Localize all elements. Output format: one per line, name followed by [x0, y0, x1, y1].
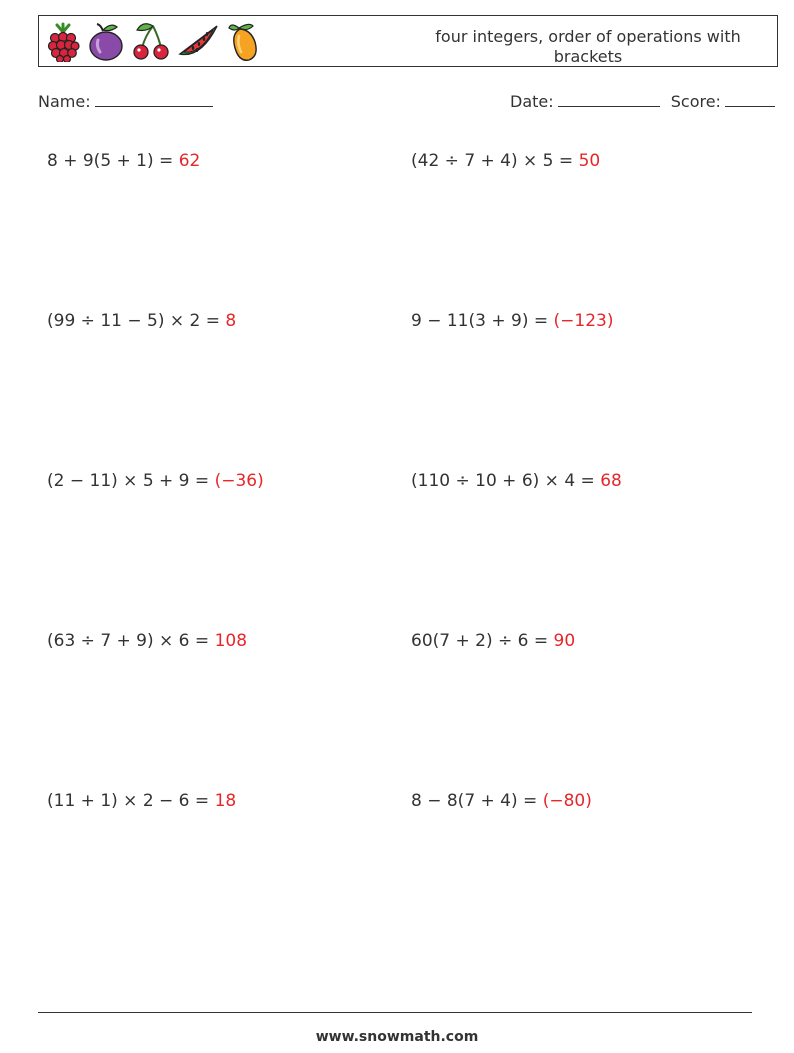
problem-answer: (−36) [214, 471, 264, 491]
problem-2 [411, 151, 600, 171]
footer-url[interactable]: www.snowmath.com [315, 1029, 479, 1045]
footer-divider [38, 1012, 752, 1013]
problem-expression: 60(7 + 2) ÷ 6 = [411, 631, 554, 651]
mango-icon [227, 20, 261, 64]
problem-answer: 90 [553, 631, 576, 651]
problem-expression: 9 − 11(3 + 9) = [411, 311, 554, 331]
problem-expression: 8 − 8(7 + 4) = [411, 791, 543, 811]
worksheet-title: four integers, order of operations with brackets [435, 27, 741, 66]
date-label: Date: [510, 92, 554, 111]
fruit-icons [45, 20, 261, 64]
problem-answer: 18 [214, 791, 237, 811]
problem-expression: (11 + 1) × 2 − 6 = [47, 791, 215, 811]
score-blank[interactable] [725, 92, 775, 107]
problem-8 [411, 631, 575, 651]
date-blank[interactable] [558, 92, 660, 107]
problem-3 [47, 311, 236, 331]
cherries-icon [131, 22, 171, 62]
date-score-fields [510, 92, 775, 111]
problem-6 [411, 471, 622, 491]
problem-answer: (−80) [542, 791, 592, 811]
plum-icon [87, 22, 125, 62]
problem-9 [47, 791, 236, 811]
problem-1 [47, 151, 200, 171]
problem-answer: 62 [178, 151, 201, 171]
name-label: Name: [38, 92, 91, 111]
worksheet-header [38, 15, 778, 67]
watermelon-icon [177, 22, 221, 62]
problem-expression: (2 − 11) × 5 + 9 = [47, 471, 215, 491]
problem-expression: (99 ÷ 11 − 5) × 2 = [47, 311, 226, 331]
problem-5 [47, 471, 264, 491]
problem-answer: (−123) [553, 311, 614, 331]
problem-answer: 108 [214, 631, 248, 651]
score-label: Score: [670, 92, 721, 111]
problem-expression: (42 ÷ 7 + 4) × 5 = [411, 151, 579, 171]
name-field [38, 92, 213, 111]
problem-answer: 8 [225, 311, 237, 331]
problem-answer: 50 [578, 151, 601, 171]
problem-expression: (63 ÷ 7 + 9) × 6 = [47, 631, 215, 651]
name-blank[interactable] [95, 92, 213, 107]
problem-answer: 68 [600, 471, 622, 491]
problem-7 [47, 631, 247, 651]
raspberry-icon [45, 22, 81, 62]
problem-4 [411, 311, 613, 331]
problem-expression: 8 + 9(5 + 1) = [47, 151, 179, 171]
problem-10 [411, 791, 592, 811]
problem-expression: (110 ÷ 10 + 6) × 4 = [411, 471, 601, 491]
